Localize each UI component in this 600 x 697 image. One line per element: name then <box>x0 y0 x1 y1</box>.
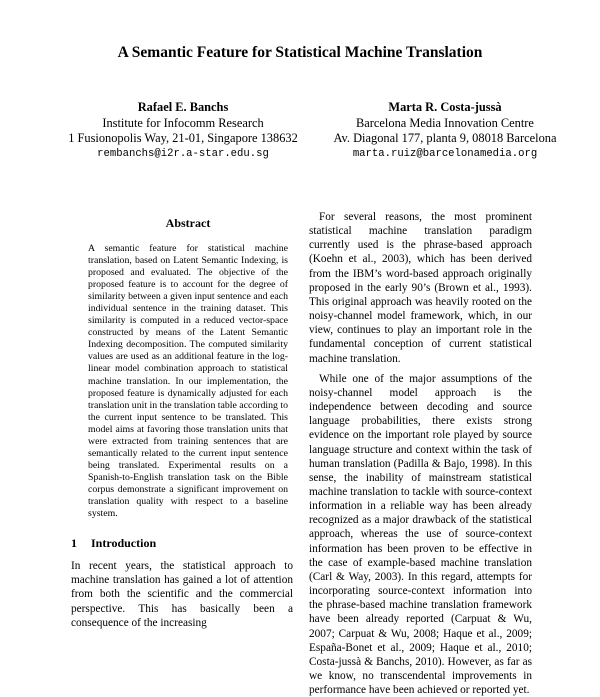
author-name: Rafael E. Banchs <box>137 100 229 114</box>
section-number: 1 <box>71 536 77 550</box>
section-title: Introduction <box>91 536 157 550</box>
abstract-section <box>88 216 288 520</box>
right-column <box>309 210 532 697</box>
author-affiliation: Institute for Infocomm Research <box>102 115 264 130</box>
introduction-text: In recent years, the statistical approach to machine translation has gained a lot of attention from both the scientific and the commercial perspective. This has basically been a consequence of the increasing <box>71 560 293 629</box>
author-address: Av. Diagonal 177, planta 9, 08018 Barcelona <box>333 131 557 146</box>
body-paragraph: For several reasons, the most prominent statistical machine translation paradigm currently used is the phrase-based approach (Koehn et al., 2003), which has been derived from the IBM’s word-based approach originally proposed in the early 90’s (Brown et al., 1993). This original approach was heavily rooted on the noisy-channel model framework, which, in our view, continues to play an important role in the fundamental conception of current statistical machine translation. <box>309 211 532 365</box>
body-paragraph: While one of the major assumptions of the noisy-channel model approach is the independence between decoding and source language probabilities, there exists strong evidence on the important role played by source language structure and context within the task of human translation (Padilla & Bajo, 1998). In this sense, the inability of mainstream statistical machine translation to tackle with source-context information in a reliable way has been already recognized as a major drawback of the statistical approach, whereas the use of source-context information has been proven to be effective in the case of example-based machine translation (Carl & Way, 2003). In this regard, attempts for incorporating source-context information into the phrase-based machine translation framework have been already reported (Carpuat & Wu, 2007; Carpuat & Wu, 2008; Haque et al., 2009; España-Bonet et al., 2009; Haque et al., 2010; Costa-jussà & Banchs, 2010). However, as far as we know, no transcendental improvements in performance have been achieved or reported yet. <box>309 372 532 697</box>
author-block-2 <box>302 100 588 162</box>
author-name: Marta R. Costa-jussà <box>388 100 502 114</box>
author-email: marta.ruiz@barcelonamedia.org <box>352 147 538 160</box>
abstract-heading: Abstract <box>165 216 211 230</box>
author-block-1 <box>40 100 326 162</box>
author-email: rembanchs@i2r.a-star.edu.sg <box>97 147 269 160</box>
author-affiliation: Barcelona Media Innovation Centre <box>356 115 534 130</box>
paper-title: A Semantic Feature for Statistical Machine Translation <box>117 44 483 61</box>
abstract-text: A semantic feature for statistical machine translation, based on Latent Semantic Indexing, is proposed and evaluated. The objective of the proposed feature is to account for the degree of similarity between a given input sentence and each individual sentence in the training dataset. This similarity is computed in a reduced vector-space constructed by means of the Latent Semantic Indexing decomposition. The computed similarity values are used as an additional feature in the log-linear model combination approach to statistical machine translation. In our implementation, the proposed feature is dynamically adjusted for each translation unit in the translation table according to the current input sentence to be translated. This model aims at favoring those translation units that were extracted from training sentences that are semantically related to the current input sentence being translated. Experimental results on a Spanish-to-English translation task on the Bible corpus demonstrate a significant improvement on translation quality with respect to a baseline system. <box>88 243 288 520</box>
section-heading-introduction <box>71 536 156 551</box>
author-address: 1 Fusionopolis Way, 21-01, Singapore 138632 <box>68 131 298 146</box>
